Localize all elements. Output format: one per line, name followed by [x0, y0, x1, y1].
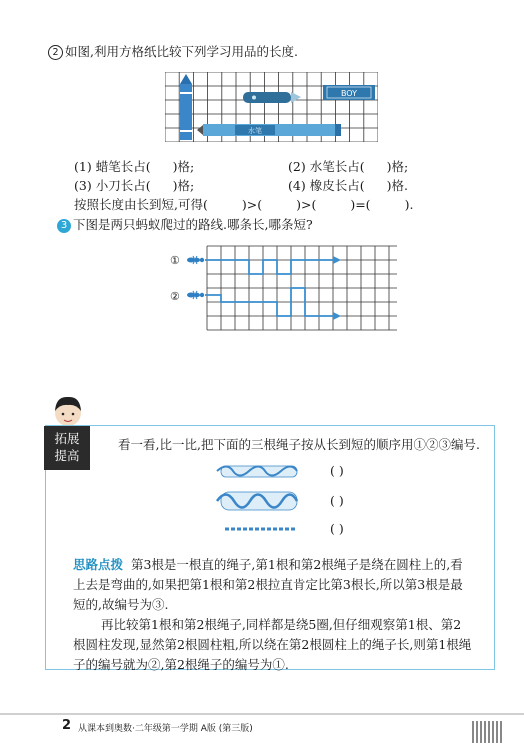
- extension-tab: 拓展 提高: [44, 426, 90, 470]
- pen-label: 水笔: [248, 127, 262, 135]
- ant-2-icon: [187, 291, 204, 299]
- hint-paragraph-1: 思路点拨 第3根是一根直的绳子,第1根和第2根绳子是绕在圆柱上的,看上去是弯曲的,如果把第1根和第2根拉直肯定比第3根长,所以第3根是最短的,故编号为③.: [73, 557, 463, 612]
- rope-figure: [215, 458, 307, 538]
- route2-label: ②: [170, 290, 180, 303]
- q3-title: 3 下图是两只蚂蚁爬过的路线.哪条长,哪条短?: [57, 217, 313, 233]
- footer-rule: [0, 713, 524, 715]
- hint-label: 思路点拨: [73, 557, 124, 572]
- rope-2: [217, 492, 297, 510]
- ant-1-icon: [187, 256, 204, 264]
- pen-icon: [197, 124, 341, 136]
- book-title: 从课本到奥数·二年级第一学期 A版 (第三版): [78, 724, 253, 734]
- q2-number: 2: [48, 45, 63, 60]
- q3-grid-figure: [185, 245, 397, 333]
- q2-title: 2 如图,利用方格纸比较下列学习用品的长度.: [48, 44, 298, 60]
- q2-item-2: (2) 水笔长占( )格;: [288, 159, 409, 174]
- q2-item-4: (4) 橡皮长占( )格.: [288, 178, 408, 193]
- q2-item-3: (3) 小刀长占( )格;: [74, 178, 195, 193]
- extension-question: 看一看,比一比,把下面的三根绳子按从长到短的顺序用①②③编号.: [118, 437, 480, 452]
- crayon-icon: [180, 74, 192, 140]
- student-avatar: [50, 393, 86, 429]
- route1-label: ①: [170, 254, 180, 267]
- eraser-icon: [323, 85, 375, 100]
- rope-2-blank[interactable]: ( ): [330, 493, 344, 508]
- route-1-path: [205, 260, 333, 274]
- q2-order-line: 按照长度由长到短,可得( )>( )>( )=( ).: [74, 197, 414, 212]
- rope-1: [217, 466, 297, 477]
- page-number: 2: [62, 718, 72, 733]
- q2-grid-figure: [165, 72, 378, 142]
- knife-icon: [243, 92, 301, 103]
- hint-paragraph-2: 再比较第1根和第2根绳子,同样都是绕5圈,但仔细观察第1根、第2根圆柱发现,显然第2根圆柱粗,所以绕在第2根圆柱上的绳子长,则第1根绳子的编号就为②,第2根绳子的编号为①.: [73, 617, 472, 672]
- eraser-letters: BOY: [340, 89, 358, 98]
- edge-bars: [472, 717, 510, 743]
- q3-number: 3: [57, 219, 71, 233]
- q2-item-1: (1) 蜡笔长占( )格;: [74, 159, 195, 174]
- rope-3-blank[interactable]: ( ): [330, 521, 344, 536]
- rope-1-blank[interactable]: ( ): [330, 463, 344, 478]
